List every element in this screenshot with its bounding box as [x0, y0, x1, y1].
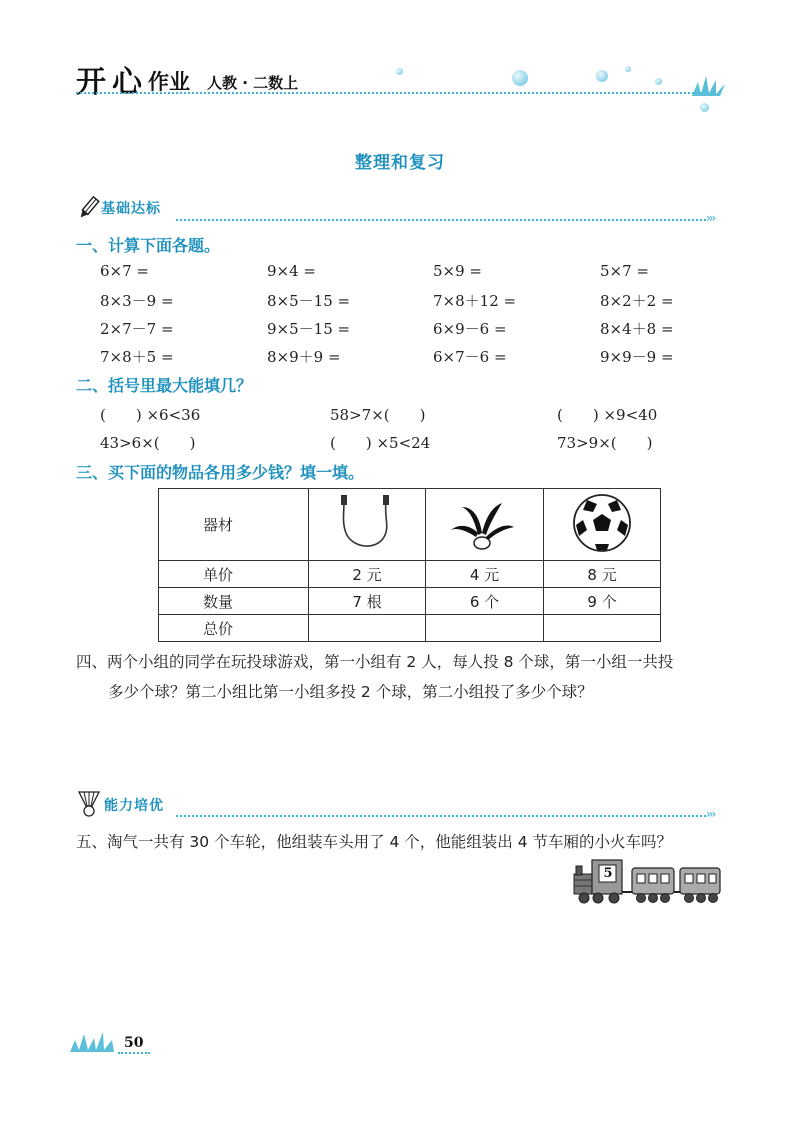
calc-item: 5×7 =	[600, 262, 649, 280]
bubble-icon	[625, 66, 631, 72]
brand-xin: 心	[112, 65, 144, 100]
blank-item: ( ) ×6<36	[100, 406, 201, 424]
chevron-right-icon: ›››	[706, 211, 715, 225]
q2-title: 二、括号里最大能填几？	[76, 376, 253, 395]
jump-rope-icon	[332, 493, 402, 553]
blank-item: ( ) ×5<24	[330, 434, 431, 452]
header-cell: 器材	[159, 489, 309, 561]
price-table	[158, 488, 661, 642]
edition-label: 人教 · 二数上	[207, 74, 299, 92]
calc-item: 2×7－7 =	[100, 320, 174, 338]
total-cell[interactable]	[544, 615, 661, 642]
calc-item: 8×2＋2 =	[600, 292, 674, 310]
bubble-icon	[596, 70, 608, 82]
calc-item: 6×7 =	[100, 262, 149, 280]
page-title: 整理和复习	[355, 153, 445, 173]
qty-cell: 7 根	[309, 588, 426, 615]
price-cell: 4 元	[425, 561, 543, 588]
blank-item: 58>7×( )	[330, 406, 426, 424]
blank-item: 73>9×( )	[557, 434, 653, 452]
train-number: 5	[603, 866, 613, 881]
section-divider	[176, 219, 706, 221]
bubble-icon	[655, 78, 662, 85]
footer-dots	[118, 1052, 150, 1054]
section-divider	[176, 815, 706, 817]
header-cell: 单价	[159, 561, 309, 588]
blank-item: ( ) ×9<40	[557, 406, 658, 424]
calc-item: 5×9 =	[433, 262, 482, 280]
calc-item: 7×8＋5 =	[100, 348, 174, 366]
bubble-icon	[700, 103, 709, 112]
total-cell[interactable]	[425, 615, 543, 642]
q1-title: 一、计算下面各题。	[76, 236, 221, 255]
page-number: 50	[124, 1035, 144, 1051]
calc-item: 8×5－15 =	[267, 292, 351, 310]
section-advanced-label: 能力培优	[104, 798, 164, 814]
brand-kai: 开	[76, 65, 108, 100]
price-cell: 8 元	[544, 561, 661, 588]
item-image-cell	[425, 489, 543, 561]
grass-icon	[70, 1030, 118, 1054]
calc-item: 8×4＋8 =	[600, 320, 674, 338]
calc-item: 9×4 =	[267, 262, 316, 280]
total-cell[interactable]	[309, 615, 426, 642]
table-row	[159, 489, 661, 561]
calc-item: 7×8＋12 =	[433, 292, 517, 310]
bubble-icon	[396, 68, 403, 75]
shuttlecock-badge-icon	[76, 790, 102, 818]
item-image-cell	[309, 489, 426, 561]
qty-cell: 9 个	[544, 588, 661, 615]
calc-item: 6×7－6 =	[433, 348, 507, 366]
calc-item: 6×9－6 =	[433, 320, 507, 338]
section-basic-label: 基础达标	[101, 201, 161, 217]
q4-line1: 四、两个小组的同学在玩投球游戏，第一小组有 2 人，每人投 8 个球，第一小组一共投	[76, 653, 674, 671]
calc-item: 8×3－9 =	[100, 292, 174, 310]
chevron-right-icon: ›››	[706, 807, 715, 821]
table-row	[159, 588, 661, 615]
item-image-cell	[544, 489, 661, 561]
price-cell: 2 元	[309, 561, 426, 588]
header-cell: 总价	[159, 615, 309, 642]
calc-item: 9×5－15 =	[267, 320, 351, 338]
shuttlecock-icon	[444, 493, 524, 553]
calc-item: 9×9－9 =	[600, 348, 674, 366]
q3-title: 三、买下面的物品各用多少钱？填一填。	[76, 463, 365, 482]
grass-icon	[692, 74, 726, 98]
qty-cell: 6 个	[425, 588, 543, 615]
blank-item: 43>6×( )	[100, 434, 196, 452]
bubble-icon	[512, 70, 528, 86]
table-row	[159, 561, 661, 588]
header-divider	[76, 92, 706, 94]
table-row	[159, 615, 661, 642]
soccer-ball-icon	[571, 492, 633, 554]
pencil-icon	[76, 196, 100, 220]
q4-line2: 多少个球？第二小组比第一小组多投 2 个球，第二小组投了多少个球？	[108, 683, 593, 701]
brand-zuoye: 作业	[148, 70, 190, 94]
header-cell: 数量	[159, 588, 309, 615]
calc-item: 8×9＋9 =	[267, 348, 341, 366]
q5-text: 五、淘气一共有 30 个车轮，他组装车头用了 4 个，他能组装出 4 节车厢的小火车吗？	[76, 833, 673, 851]
train-icon	[570, 856, 722, 906]
